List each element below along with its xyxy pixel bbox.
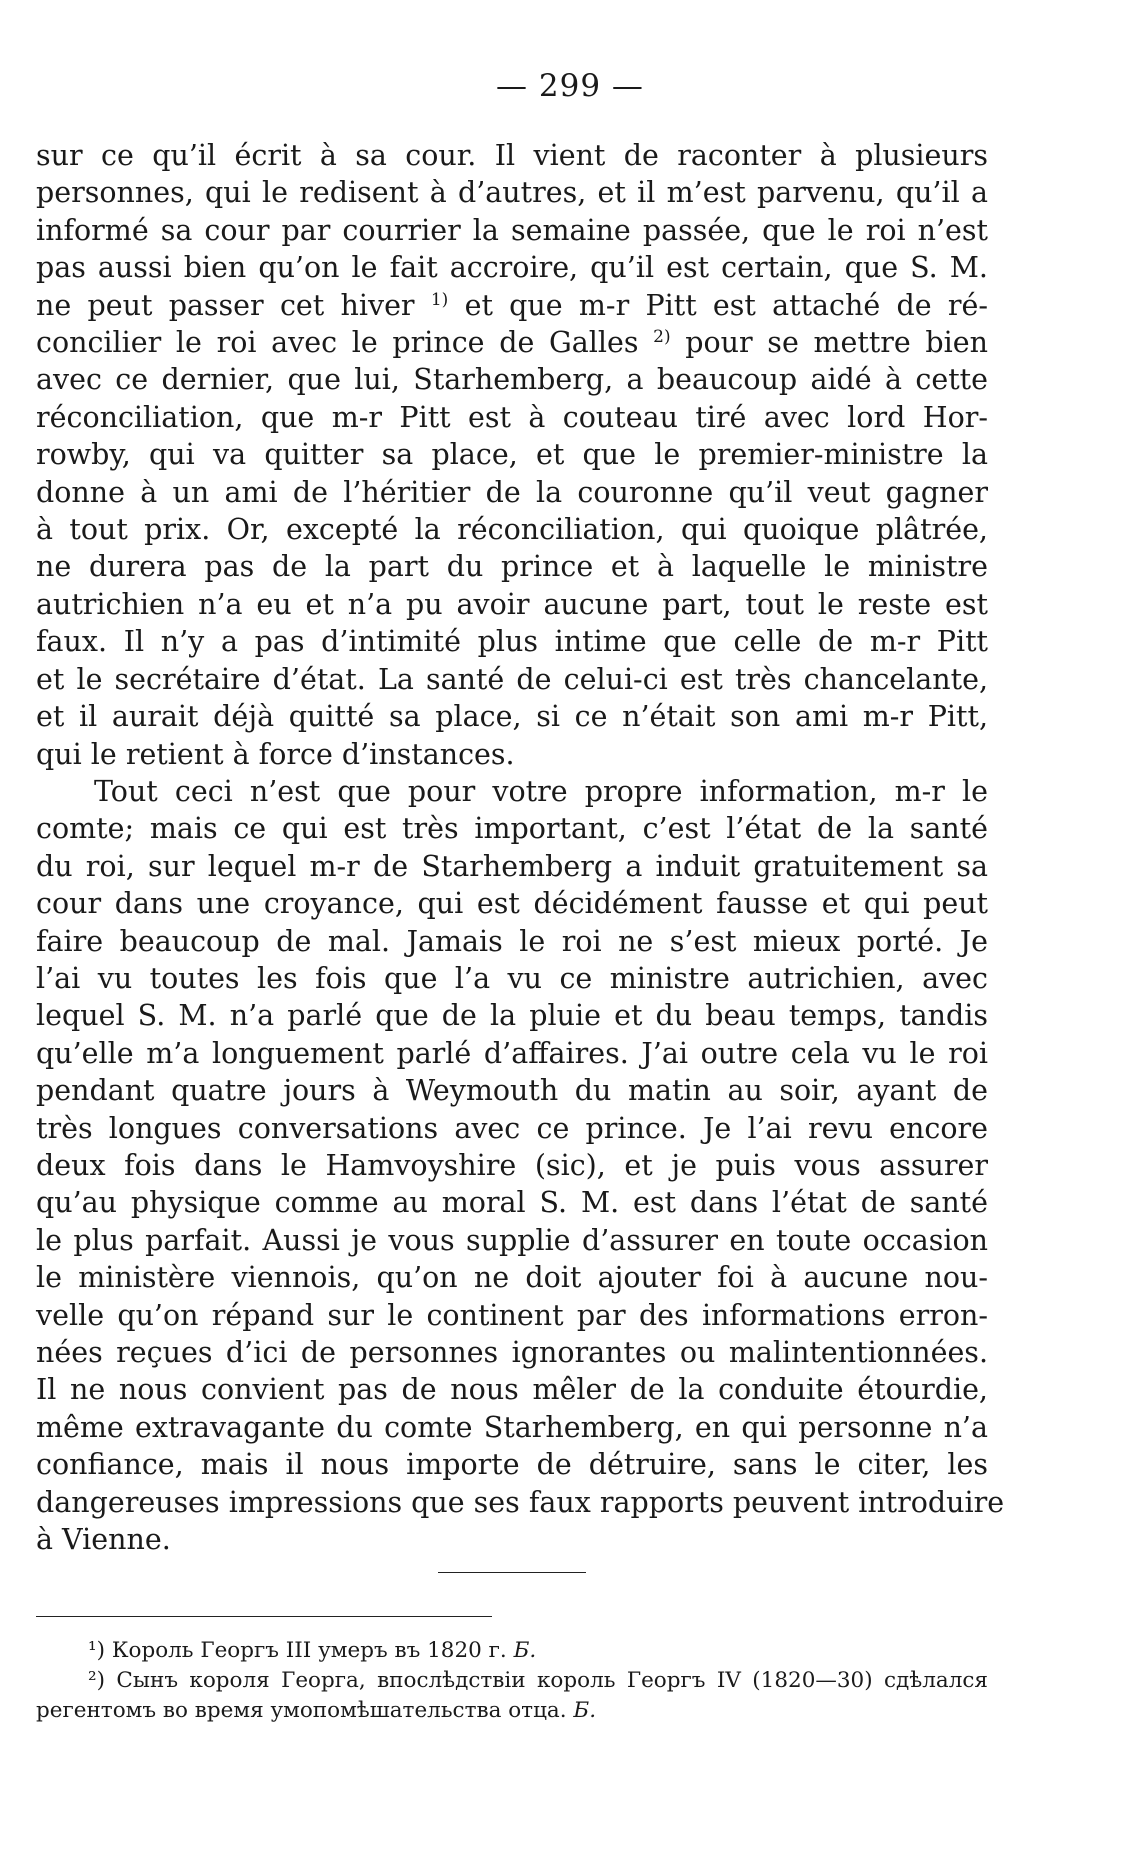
text-line: Il ne nous convient pas de nous mêler de la conduite étourdie, xyxy=(36,1373,988,1407)
body-text xyxy=(36,137,1005,1558)
text-line: nées reçues d’ici de personnes ignorantes ou malintentionnées. xyxy=(36,1336,988,1369)
text-line: faire beaucoup de mal. Jamais le roi ne s’est mieux porté. Je xyxy=(36,924,988,958)
text-fragment: concilier le roi avec le prince de Galles xyxy=(36,326,639,360)
text-line: informé sa cour par courrier la semaine passée, que le roi n’est xyxy=(36,213,988,247)
text-fragment: et que m-r Pitt est attaché de ré- xyxy=(464,288,989,322)
text-line: comte; mais ce qui est très important, c’est l’état de la santé xyxy=(36,812,988,846)
text-line: Tout ceci n’est que pour votre propre information, m-r le xyxy=(94,774,988,808)
text-line: très longues conversations avec ce prince. Je l’ai revu encore xyxy=(36,1111,988,1145)
text-line: et il aurait déjà quitté sa place, si ce n’était son ami m-r Pitt, xyxy=(36,700,988,734)
text-line: qu’elle m’a longuement parlé d’affaires. J’ai outre cela vu le roi xyxy=(36,1036,988,1070)
text-line: l’ai vu toutes les fois que l’a vu ce ministre autrichien, avec xyxy=(36,961,988,995)
footnote-ref-2: 2) xyxy=(653,327,671,348)
footnote-text: Король Георгъ III умеръ въ 1820 г. xyxy=(111,1638,507,1663)
text-line: le plus parfait. Aussi je vous supplie d’assurer en toute occasion xyxy=(36,1223,988,1257)
text-line: faux. Il n’y a pas d’intimité plus intime que celle de m-r Pitt xyxy=(36,625,988,659)
text-line: deux fois dans le Hamvoyshire (sic), et je puis vous assurer xyxy=(36,1148,988,1182)
footnote-1 xyxy=(36,1636,988,1666)
text-line: à Vienne. xyxy=(36,1523,171,1557)
text-line: dangereuses impressions que ses faux rapports peuvent introduire xyxy=(36,1485,1005,1519)
text-line: sur ce qu’il écrit à sa cour. Il vient de raconter à plusieurs xyxy=(36,139,988,172)
text-fragment: pour se mettre bien xyxy=(685,326,989,360)
text-line: confiance, mais il nous importe de détruire, sans le citer, les xyxy=(36,1448,988,1482)
text-line: cour dans une croyance, qui est décidément fausse et qui peut xyxy=(36,887,988,921)
footnote-ref-1: 1) xyxy=(430,289,449,310)
footnote-signature: Б. xyxy=(573,1698,597,1723)
text-line: réconciliation, que m-r Pitt est à couteau tiré avec lord Hor- xyxy=(36,400,988,434)
text-line: qui le retient à force d’instances. xyxy=(36,737,515,771)
footnotes xyxy=(36,1636,988,1726)
text-line: même extravagante du comte Starhemberg, en qui personne n’a xyxy=(36,1410,988,1444)
text-line: lequel S. M. n’a parlé que de la pluie et du beau temps, tandis xyxy=(36,999,988,1033)
footnote-separator xyxy=(36,1616,492,1617)
paragraph-1 xyxy=(36,137,988,773)
text-line: et le secrétaire d’état. La santé de celui-ci est très chancelante, xyxy=(36,662,988,696)
text-line: qu’au physique comme au moral S. M. est dans l’état de santé xyxy=(36,1186,988,1220)
text-line: ne durera pas de la part du prince et à laquelle le ministre xyxy=(36,550,988,584)
text-line: avec ce dernier, que lui, Starhemberg, a beaucoup aidé à cette xyxy=(36,363,988,397)
text-line: donne à un ami de l’héritier de la couronne qu’il veut gagner xyxy=(36,475,988,509)
footnote-mark: ¹) xyxy=(88,1638,106,1663)
section-end-rule xyxy=(438,1572,586,1573)
page-number: — 299 — xyxy=(496,68,644,104)
text-line: pas aussi bien qu’on le fait accroire, qu’il est certain, que S. M. xyxy=(36,251,988,285)
footnote-mark: ²) xyxy=(88,1668,106,1693)
text-line: du roi, sur lequel m-r de Starhemberg a induit gratuitement sa xyxy=(36,849,988,883)
text-line: à tout prix. Or, excepté la réconciliation, qui quoique plâtrée, xyxy=(36,513,988,547)
text-fragment: ne peut passer cet hiver xyxy=(36,288,415,322)
footnote-2 xyxy=(36,1666,988,1726)
paragraph-2 xyxy=(36,773,1005,1559)
text-line: le ministère viennois, qu’on ne doit ajouter foi à aucune nou- xyxy=(36,1261,988,1295)
text-line: personnes, qui le redisent à d’autres, et il m’est parvenu, qu’il a xyxy=(36,176,988,210)
text-line: pendant quatre jours à Weymouth du matin au soir, ayant de xyxy=(36,1074,988,1108)
text-line xyxy=(36,324,988,361)
text-line xyxy=(36,287,988,324)
text-line: autrichien n’a eu et n’a pu avoir aucune part, tout le reste est xyxy=(36,587,988,621)
text-line: rowby, qui va quitter sa place, et que le premier-ministre la xyxy=(36,438,988,472)
footnote-signature: Б. xyxy=(513,1638,537,1663)
text-line: velle qu’on répand sur le continent par des informations erron- xyxy=(36,1298,988,1332)
footnote-text: Сынъ короля Георга, впослѣдствіи король Георгъ IV (1820—30) сдѣлался регентомъ во время умопомѣшательства отца. xyxy=(36,1668,988,1723)
